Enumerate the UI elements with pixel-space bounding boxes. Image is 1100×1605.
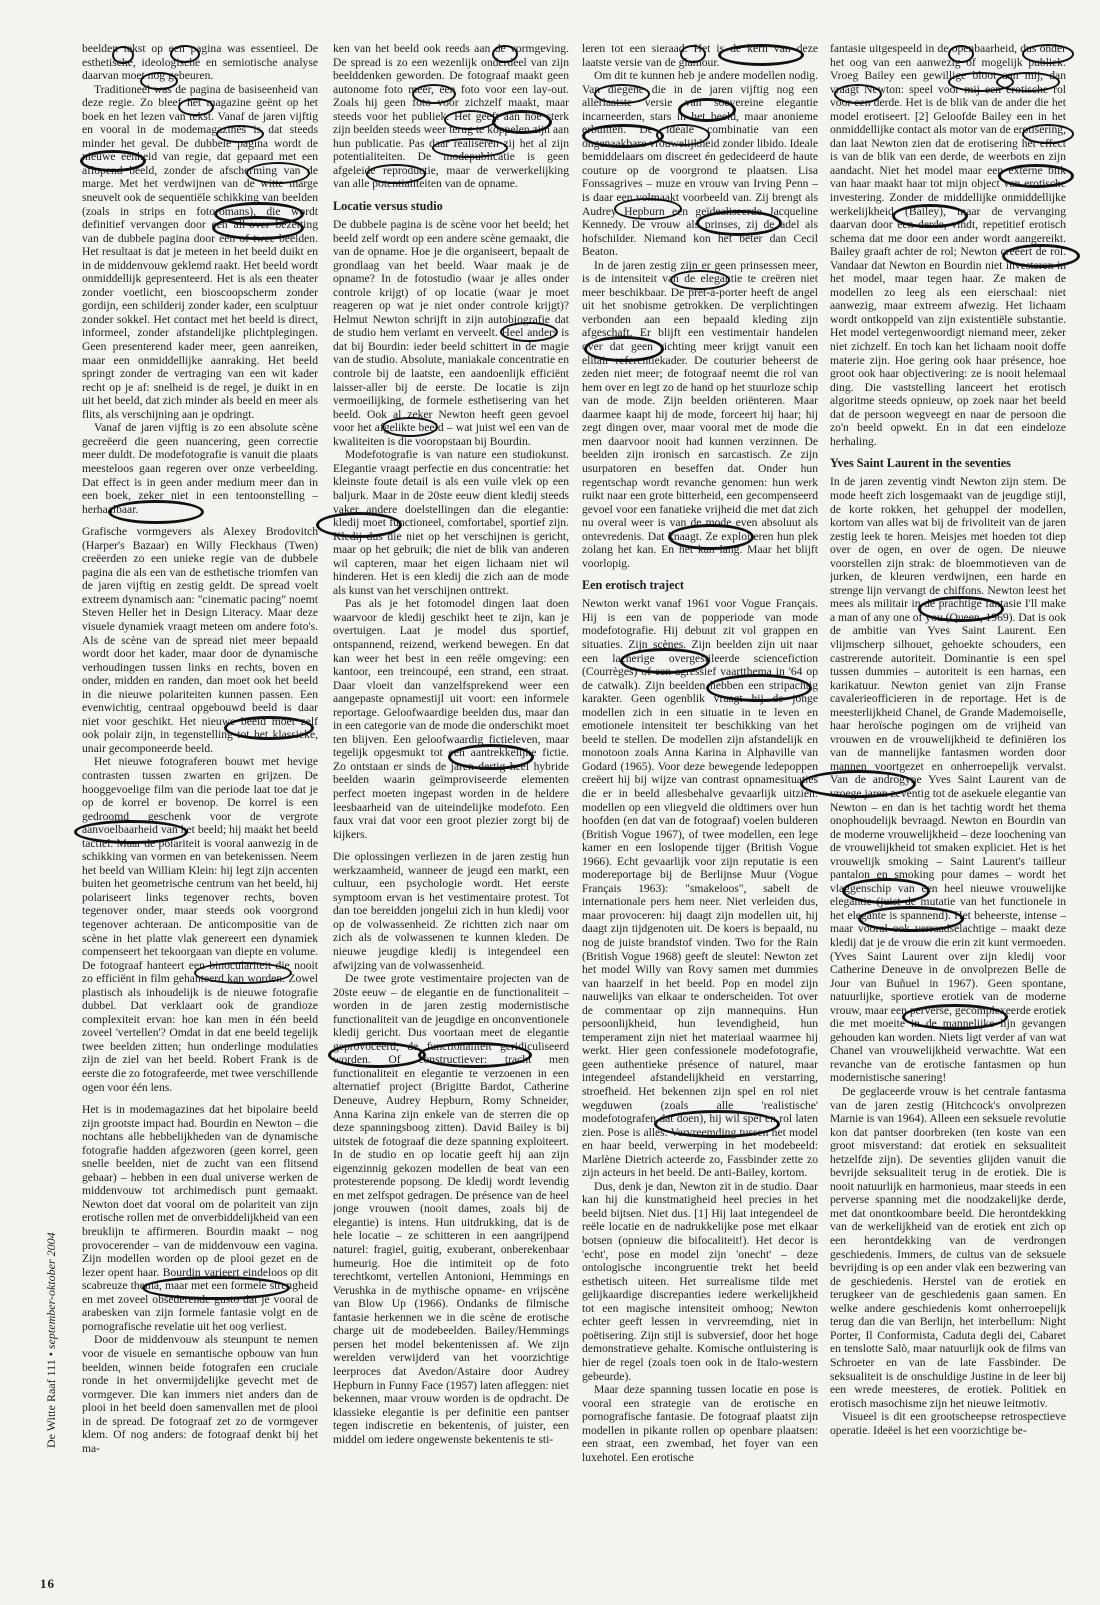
issue-date: september-oktober 2004 <box>44 1232 58 1350</box>
paragraph: Het is in modemagazines dat het bipolaire beeld zijn grootste impact had. Bourdin en Newton – die nochtans alle hebbelijkheden van de dynamische fotografie hadden afgezworen (geen korrel, geen snelle beelden, niet de zucht van een flitsend gebaar) – hebben in een dual universe werken de middenvouw tot archimedisch punt gemaakt. Newton doet dat vooral om de polariteit van zijn erotische rollen met de onverbiddelijkheid van een breuklijn te affirmeren. Bourdin maakt – nog provocerender – van de middenvouw een vagina. Zijn modellen worden op de plooi gezet en de lezer opent haar. Bourdin varieert eindeloos op dit scabreuze thema, maar met een formele strengheid en met zoveel obsederende gusto dat je vooral de arabesken van zijn formele fantasie volgt en de pornografische revelatie uit het oog verliest. <box>82 1103 318 1333</box>
paragraph: De dubbele pagina is de scène voor het beeld; het beeld zelf wordt op een andere scène gemaakt, die van de opname. Hoe je die organiseert, bepaalt de grondlaag van het beeld. Waar maak je de opname? In de fotostudio (waar je alles onder controle krijgt) of op locatie (waar je moet reageren op wat je niet onder controle krijgt)? Helmut Newton schrijft in zijn autobiografie dat de studio hem verlamt en verveelt. Heel anders is dat bij Bourdin: ieder beeld schittert in de magie van de studio. Absolute, maniakale concentratie en controle bij de laatste, een aandoenlijk efficiënt laisser-aller bij de eerste. De locatie is zijn vermoeilijking, de formele esthetisering van het beeld. Ook al zeker Newton heeft geen gevoel voor het afgelikte beeld – wat juist wel een van de kwaliteiten is die vooropstaan bij Bourdin. <box>333 218 569 448</box>
column-4 <box>830 42 1066 1597</box>
paragraph: Door de middenvouw als steunpunt te nemen voor de visuele en semantische opbouw van hun beelden, winnen beide fotografen een cruciale ronde in het onvermijdelijke gevecht met de vormgever. Die kan immers niet anders dan de plooi in het beeld doen samenvallen met de plooi in de spread. De fotograaf zet zo de vormgever klem. Of nog anders: de fotograaf denkt bij het ma- <box>82 1333 318 1455</box>
column-3 <box>582 42 818 1597</box>
paragraph: Pas als je het fotomodel dingen laat doen waarvoor de kledij geschikt heet te zijn, kan je overtuigen. Laat je model dus sportief, ontspannend, reizend, werkend bewegen. En dat kan weer het best in een reële omgeving: een kantoor, een treincoupé, een strand, een straat. Daar vloeit dan vanzelfsprekend weer een aangepaste opnamestijl uit voort: een informele reportage. Geloofwaardige beelden dus, maar dan in een categorie van de mode die onderschikt moet ten blijven. Een geloofwaardig fictieleven, maar tegelijk opgesmukt tot een aantrekkelijke fictie. Zo ontstaan er sinds de jaren dertig heel hybride beelden waarin geïmproviseerde elementen perfect moeten ingepast worden in de heldere leesbaarheid van de uiteindelijke modefoto. Een faux vrai dat voor een groot plezier zorgt bij de kijkers. <box>333 597 569 841</box>
paragraph-gap <box>82 1094 318 1103</box>
paragraph: Het nieuwe fotograferen bouwt met hevige contrasten tussen zwarten en grijzen. De hooggevoelige film van die periode laat toe dat je op de korrel er bovenop. De korrel is een gedroomd geschenk voor de vergrote aanvoelbaarheid van het beeld; hij maakt het beeld tactiel. Maar de polariteit is vooral aanwezig in de schikking van vormen en van betekenissen. Neem het beeld van William Klein: hij legt zijn accenten buiten het geometrische centrum van het beeld, hij polariseert links tegenover rechts, boven tegenover onder, maar steeds ook voorgrond tegenover achteraan. De anticompositie van de scène in het platte vlak genereert een dynamiek compenseert het tekoorgaan van diepte en volume. De fotograaf hanteert een binoculariteit die nooit zo efficiënt in film gehanteerd kan worden. Zowel plastisch als inhoudelijk is de nieuwe fotografie dubbel. Dat verklaart ook de grandioze complexiteit ervan: hoe kan men in één beeld zoveel 'vertellen'? Omdat in dat ene beeld tegelijk twee beelden zitten; hun onderlinge modulaties zijn de ziel van het beeld. Robert Frank is de eerste die zo fotografeerde, met twee verschillende ogen voor één lens. <box>82 755 318 1094</box>
paragraph-gap <box>82 516 318 525</box>
page-number: 16 <box>40 1576 55 1591</box>
paragraph: beelden tekst op een pagina was essentieel. De esthetische, ideologische en semiotische analyse daarvan moet nog gebeuren. <box>82 42 318 83</box>
paragraph: De geglaceerde vrouw is het centrale fantasma van de jaren zestig (Hitchcock's onvolprezen Marnie is van 1964). Alleen een seksuele revolutie kon dat pantser doorbreken (ten koste van een groot misverstand: dat erotiek en seksualiteit hetzelfde zijn). De seventies glijden vanuit die bevrijde seksualiteit terug in de erotiek. Die is nooit natuurlijk en harmonieus, maar steeds in een perverse spanning met die noodzakelijke derde, met dat onontkoombare beeld. Die herontdekking van de werkelijkheid van de erotiek ent zich op een herontdekking van de verdrongen geschiedenis. Immers, de cultus van de seksuele bevrijding is op een ander vlak een bezwering van de geschiedenis. Herstel van de erotiek en terugkeer van de geschiedenis gaan samen. En welke andere geschiedenis komt onherroepelijk terug dan die van Berlijn, het interbellum: Night Porter, Il Conformista, Caduta degli dei, Cabaret en tenslotte Salò, maar natuurlijk ook de films van Schroeter en van de late Fassbinder. De seksualiteit is de onschuldige Justine in de leer bij een wrede meesteres, de erotiek. Politiek en erotisch masochisme zijn het nieuwe leitmotiv. <box>830 1085 1066 1410</box>
paragraph: leren tot een sieraad. Het is de kern van deze laatste versie van de glamour. <box>582 42 818 69</box>
section-heading-erotisch-traject: Een erotisch traject <box>582 578 684 593</box>
paragraph: ken van het beeld ook reeds aan de vormgeving. De spread is zo een wezenlijk onderdeel van zijn beelddenken geworden. De fotograaf maakt geen autonome foto meer, een foto voor een lay-out. Zoals hij geen foto voor zichzelf maakt, maar steeds voor het publiek. Het geeft aan hoe sterk zijn beelden steeds weer terug te koppelen zijn aan hun publicatie. Pas daar realiseren zij het al zijn potentialiteiten. De modepublicatie is geen afgeleide reproductie, maar de verwerkelijking van alle potentialiteiten van de opname. <box>333 42 569 191</box>
paragraph: In de jaren zeventig vindt Newton zijn stem. De mode heeft zich losgemaakt van de jeugdige stijl, de korte rokken, het gehuppel der modellen, kortom van alles wat bij de frivoliteit van de jaren zestig leek te horen. Meisjes met hoeden tot diep over de ogen, en over de ogen. De nieuwe voorstellen zijn strak: de bloemmotieven van de jurken, de kleuren verdwijnen, een harde en strenge lijn vervangt de chiffons. Newton leest het mees als militair in de prachtige fantasie I'll make a man of any one of you (Queen, 1969). Dat is ook de ambitie van Yves Saint Laurent. Een vlijmscherp silhouet, gehoekte schouders, een castrerende autoriteit. Dominantie is een spel tussen dummies – autoriteit is een harnas, een karikatuur. Newton geniet van zijn Franse cavalerieofficieren in de reportage. Het is de meesterlijkheid Chanel, de Grande Mademoiselle, haar heroïsche pogingen om de vrijheid van vrouwen en de vrouwelijkheid te definiëren los van de mannelijke fantasmen worden door mannen voortgezet en onherroepelijk vervalst. Van de androgyne Yves Saint Laurent van de vroege jaren zeventig tot de asekuele elegantie van Newton – en dan is het tachtig wordt het thema onophoudelijk bevraagd. Newton en Bourdin van de moderne vrouwelijkheid – deze loochening van de vrouwelijkheid tot smaken expliciet. Het is het vrouwelijk smoking – Saint Laurent's tailleur pantalon en smoking pour dames – wordt het vlaggenschip van een heel nieuwe vrouwelijke elegantie (juist de mutatie van het functionele in het elegante is spannend). Het beheerste, intense – maar vooral ook verraadselachtige – maakt deze kledij dat je de vrouw die erin zit kunt vermoeden. (Yves Saint Laurent over zijn kledij voor Catherine Deneuve in de onvolprezen Belle de Jour van Buñuel in 1967). Geen spontane, natuurlijke, sportieve erotiek van de moderne vrouw, maar een perverse, gecomplexeerde erotiek die met moeite in de mannelijke lijn gevangen gehouden kan worden. Niets ligt verder af van wat Chanel van vrouwelijkheid verwachtte. Wat een revanche van de erotische fantasmen op hun modernistische sanering! <box>830 475 1066 1085</box>
paragraph: Vanaf de jaren vijftig is zo een absolute scène gecreëerd die geen nuancering, geen correctie meer duldt. De modefotografie is vanuit die plaats meesteloos gaan regeren over onze verbeelding. Dat effect is in geen ander medium meer dan in een boek, zeker niet in een tentoonstelling – herhaalbaar. <box>82 421 318 516</box>
paragraph: Traditioneel was de pagina de basiseenheid van deze regie. Zo bleef het magazine geënt op het boek en het lezen van tekst. Vanaf de jaren vijftig en vooral in de modemagazines is dat steeds minder het geval. De dubbele pagina wordt de nieuwe eenheid van regie, dat gepaard met een aflopend beeld, zonder de afscherming van de marge. Met het verdwijnen van de witte marge sneuvelt ook de sequentiële schikking van beelden (zoals in strips en fotoromans), die wordt definitief vervangen door een all-over bezetting van de dubbele pagina door één of twee beelden. Het resultaat is dat je meteen in het beeld duikt en in de middenvouw geklemd raakt. Het beeld wordt onmiddellijk gepresenteerd. Het is als een theater zonder voetlicht, een bioscoopscherm zonder gordijn, een schilderij zonder kader, een sculptuur zonder sokkel. Het contact met het beeld is direct, informeel, zonder afstandelijke plichtplegingen. Geen presenterend kader meer, geen aanreiken, maar een onmiddellijke aanraking. Het beeld springt zonder de vertraging van een wit kader recht op je af: snelheid is de regel, je duikt in en uit het beeld, dat zich minder als beeld en meer als flits, als verschijning aan je opdringt. <box>82 82 318 421</box>
paragraph-gap <box>333 841 569 850</box>
paragraph: Newton werkt vanaf 1961 voor Vogue Français. Hij is een van de popperiode van mode modefotografie. Hij debuut zit vol grappen en situaties. Zijn scènes. Zijn beelden zijn uit naar een lacherige overgestileerde sciencefiction (Courrèges) of een agressief vaartthema in '64 op de catwalk). Zijn beelden hebben een stripachtig karakter. Geen ogenblik vraagt hij de jonge modellen zich in een situatie in te leven en emotionele intensiteit ter beschikking van het beeld te stellen. De modellen zijn afstandelijk en monotoon zoals Anna Karina in Alphaville van Godard (1965). Voor deze bewegende ledepoppen creëert hij bij wijze van contrast opnamesituaties die er in beeld allesbehalve gevaarlijk uitzien: modellen op een vliegveld die oldtimers over hun hoofden (en dat van de fotograaf) voelen bulderen (British Vogue 1967), of twee modellen, een lege kamer en een loslopende tijger (British Vogue 1966). Echt gevaarlijk voor zijn reputatie is een modereportage bij de Berlijnse Muur (Vogue Français 1963): "smakeloos", sabelt de internationale pers hem neer. Niet verleiden dus, maar provoceren: hij daagt zijn modellen uit, hij daagt zijn tijdgenoten uit. De koers is bepaald, nu nog de juiste brandstof vinden. Two for the Rain (British Vogue 1968) geeft de sleutel: Newton zet het model Willy van Rovy samen met dummies van haarzelf in het beeld. Pop en model zijn nauwelijks van elkaar te onderscheiden. Tot over de commentaar op zijn mannequins. Hun persoonlijkheid, hun levendigheid, hun temperament zijn niet het materiaal waarmee hij werkt. Hier geen confessionele modefotografie, geen authentieke présence of naturel, maar integendeel afstandelijkheid en verstarring, stroefheid. Het bekennen zijn spel en rol niet wegduwen (zoals alle 'realistische' modefotografen dat doen), hij wil spel en rol laten zien. Pose is alles. Vervreemding tussen het model en haar beeld, verwerping in het modebeeld: Marlène Dietrich acteerde zo, Fassbinder zette zo zijn acteurs in het beeld. De anti-Bailey, kortom. <box>582 597 818 1180</box>
paragraph: Dus, denk je dan, Newton zit in de studio. Daar kan hij die kunstmatigheid heel precies in het beeld bijtsen. Niet dus. [1] Hij laat integendeel de reële locatie en de nadrukkelijke pose met elkaar botsen (opnieuw die bifocaliteit!). Het decor is 'echt', pose en model zijn 'onecht' – deze ontologische incongruentie trekt het beeld esthetisch uiteen. Het surrealisme tilde met gelijkaardige discrepanties iedere werkelijkheid tot een magische intensiteit omhoog; Newton echter geeft lessen in vervreemding, niet in poëtisering. Zijn stijl is subversief, door het hoge demonstratieve gehalte. Komische ontluistering is hier de regel (zoals toen ook in de Italo-western gebeurde). <box>582 1179 818 1383</box>
journal-title: De Witte Raaf 111 • <box>44 1352 58 1448</box>
paragraph: Grafische vormgevers als Alexey Brodovitch (Harper's Bazaar) en Willy Fleckhaus (Twen) creëerden zo een unieke regie van de dubbele pagina die als een van de esthetische triomfen van de jaren vijftig en zestig geldt. De spread voelt extreem dynamisch aan: "cinematic pacing" noemt Steven Heller het in Design Literacy. Maar deze visuele dynamiek vraagt meteen om andere foto's. Als de scène van de spread niet meer bepaald wordt door het kader, maar door de dynamische verhoudingen tussen links en rechts, boven en onder, midden en randen, dan moet ook het beeld in die nieuwe polariteiten kunnen passen. Een evenwichtig, centraal opgebouwd beeld is daar niet voor geschikt. Het nieuwe beeld moet zelf ook polair zijn, in tegenstelling tot het klassieke, unair gecomponeerde beeld. <box>82 525 318 755</box>
column-2 <box>333 42 569 1597</box>
column-1 <box>82 42 318 1597</box>
paragraph: In de jaren zestig zijn er geen prinsessen meer, is de intensiteit van de elegantie te creëren niet meer beschikbaar. De prêt-à-porter heeft de angel uit het snobisme getrokken. De verplichtingen verbonden aan een bepaald kleding zijn afgeschaft. Er blijft een vestimentair handelen over dat geen richting meer krijgt vanuit een elitair referentiekader. De couturier beheerst de zeden niet meer; de fotograaf neemt die rol van hem over en legt zo de hand op het stuurloze schip van de mode. Zijn beelden oriënteren. Maar daarmee kaapt hij de mode, forceert hij haar; hij zegt dingen over, maar vooral met de mode die men daarvoor nooit had kunnen verzinnen. De beelden zijn ironisch en sarcastisch. Ze zijn usurpatoren en beseffen dat. Onder hun regentschap wordt revanche genomen: hun werk ruikt naar een grote bitterheid, een gecompenseerd gevoel voor een fanatieke vrijheid die met dat zich nu overal weer is van de mode even absoluut als ontevredenis. Dat knaagt. Ze exploiteren hun plek zolang het kan. En het kan lang. Maar het blijft voorlopig. <box>582 258 818 570</box>
section-heading-ysl: Yves Saint Laurent in the seventies <box>830 456 1011 471</box>
paragraph: Maar deze spanning tussen locatie en pose is vooral een strategie van de erotische en pornografische fantasie. De fotograaf plaatst zijn modellen in pikante rollen op openbare plaatsen: een straat, een zwembad, het foyer van een luxehotel. Een erotische <box>582 1383 818 1464</box>
paragraph: Om dit te kunnen heb je andere modellen nodig. Van diegene die in de jaren vijftig nog een allerlaatste versie van soevereine elegantie incarneerden, stars in het beeld, maar anonieme erbuitten. De ideale combinatie van een ongenaakbare vrouwelijkheid zonder libido. Ideale bemiddelaars om discreet én gedecideerd de haute couture op de voorgrond te plaatsen. Lisa Fonssagrives – muze en vrouw van Irving Penn – is daar een volmaakt voorbeeld van. Zij brengt als Audrey Hepburn een geïdealiseerde Jacqueline Kennedy. De vrouw als prinses, zij de adel als hofschilder. Niemand kon het beter dan Cecil Beaton. <box>582 69 818 259</box>
paragraph: Die oplossingen verliezen in de jaren zestig hun werkzaamheid, wanneer de jeugd een markt, een cultuur, een psychologie wordt. Het eerste symptoom ervan is het vestimentaire protest. Tot dan toe bereidden jongelui zich in hun kledij voor op de volwassenheid. Ze richtten zich naar om zich als de volwassenen te kunnen kleden. De nieuwe jeugdige kledij is integendeel een afwijzing van de volwassenheid. <box>333 850 569 972</box>
paragraph: fantasie uitgespeeld in de openbaarheid, dus onder het oog van een aanwezig of mogelijk publiek. Vroeg Bailey een gewillige bloot aan mij, dan vraagt Newton: speel voor mij een erotische rol voor een derde. Het is de blik van de ander die het model erotiseert. [2] Geloofde Bailey een in het onmiddellijke contact als motor van de erotisering, dan laat Newton zien dat de erotisering het effect is van de blik van een derde, de weerbots en zijn aandacht. Niet het model maar een externe blik van haar maakt haar tot mijn object van erotische investering. Zonder de middellijke onmiddellijke werkelijkheid (Bailey), maar de vervanging daarvan door een derde, vindt, repetitief erotisch schema dat me door een ander wordt aangereikt. Bailey graaft achter de rol; Newton creëert de rol. Vandaar dat Newton en Bourdin niet investeren in het model, maar tegen haar. Ze maken de modellen zo leeg als een eierschaal: niet aanwezig, maar extreem afwezig. Het lichaam wordt ontkoppeld van zijn existentiële substantie. Het model vertegenwoordigt niemand meer, zeker niet zichzelf. En toch kan het lichaam nooit doffe materie zijn. Hoe gering ook haar présence, hoe groot ook haar objectivering: ze is nooit helemaal ding. Die vaststelling lanceert het erotisch algoritme steeds opnieuw, op zoek naar het beeld dat de persoon wegveegt en naar de persoon die zo'n beeld opwekt. En in dat een eindeloze herhaling. <box>830 42 1066 448</box>
running-footer <box>44 1232 59 1448</box>
paragraph: Visueel is dit een grootscheepse retrospectieve operatie. Ideëel is het een voorzichtige be- <box>830 1410 1066 1437</box>
section-heading-locatie: Locatie versus studio <box>333 199 443 214</box>
paragraph: Modefotografie is van nature een studiokunst. Elegantie vraagt perfectie en dus concentratie: het kleinste foute detail is als een vuile vlek op een baljurk. Maar in de 20ste eeuw dient kledij steeds vaker andere doelstellingen dan die elegantie: kledij moet functioneel, comfortabel, sportief zijn. Kledij dus die niet op het verschijnen is gericht, maar op het gebruik; die niet de blik van anderen wil capteren, maar het eigen lichaam niet wil hinderen. Het is een kledij die zich aan de mode als kunst van het verschijnen onttrekt. <box>333 448 569 597</box>
paragraph: De twee grote vestimentaire projecten van de 20ste eeuw – de elegantie en de functionaliteit – worden in de jaren zestig modernistische functionaliteit van de jeugdige en onconventionele kledij gericht. Dus voortaan meet de elegantie geprovoceerd, de functionaliteit geridiculiseerd worden. Of constructiever: tracht men functionaliteit en elegantie te verzoenen in een alternatief project (Brigitte Bardot, Catherine Deneuve, Audrey Hepburn, Romy Schneider, Anna Karina zijn enkele van de sterren die op deze spanningsboog zitten). David Bailey is bij uitstek de fotograaf die deze spanning exploiteert. In de studio en op locatie geeft hij aan zijn eigenzinnig gekozen modellen de beat van een protesterende popsong. De kledij wordt levendig en met zelfspot gedragen. De présence van de heel jonge vrouwen (nooit dames, zoals bij de elegantie) is intens. Hun uitdrukking, dat is de hele locatie – ze schitteren in een aangrijpend naturel: fragiel, guitig, exuberant, onberekenbaar humeurig. Hoe die intimiteit op de foto terechtkomt, vertellen Antonioni, Hemmings en Verushka in de mythische opname- en vrijscène van Blow Up (1966). Ondanks de filmische fantasie herkennen we in die scène de erotische charge uit de modebeelden. Bailey/Hemmings persen het model bekentenissen af. We zijn werelden verwijderd van het voorzichtige leerproces dat Avedon/Astaire door Audrey Hepburn in Funny Face (1957) laten afleggen: niet bekennen, maar vrouw worden is de opdracht. De klassieke elegantie is per definitie een pantser tegen indiscretie en bekentenis, of juister, een middel om iedere ongewenste bekentenis te sti- <box>333 972 569 1446</box>
